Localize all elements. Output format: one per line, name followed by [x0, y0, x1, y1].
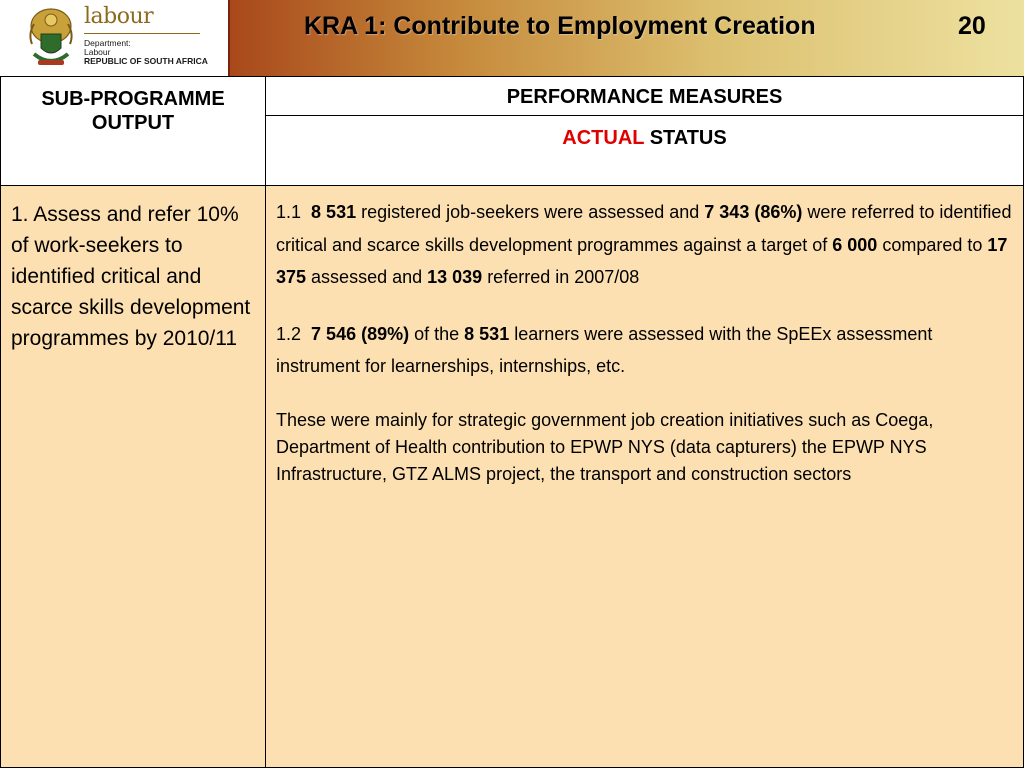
actual-status-cell — [266, 186, 1024, 768]
value-referred-2007: 13 039 — [427, 267, 483, 287]
col-header-sub-programme-output: SUB-PROGRAMME OUTPUT — [1, 77, 266, 186]
logo-line-department: Department: — [84, 38, 131, 48]
logo-wordmark: labour — [84, 4, 154, 29]
logo-line-labour: Labour — [84, 47, 111, 57]
status-label: STATUS — [649, 127, 727, 149]
kra-table — [0, 76, 1024, 768]
logo-divider — [84, 33, 200, 34]
value-target: 6 000 — [832, 234, 878, 255]
measure-1-2-text-a: of the — [409, 323, 465, 344]
value-assessed: 8 531 — [311, 202, 357, 222]
value-learners: 8 531 — [464, 323, 510, 344]
sub-programme-output-cell: 1. Assess and refer 10% of work-seekers to identified critical and scarce skills development programmes by 2010/11 — [1, 186, 266, 768]
measure-1-1 — [276, 196, 1013, 294]
subheader-actual-status — [266, 116, 1024, 186]
measure-1-2-number: 1.2 — [276, 323, 302, 344]
col-header-performance-measures: PERFORMANCE MEASURES — [266, 77, 1024, 116]
table-row — [1, 186, 1024, 768]
value-speex-assessed: 7 546 (89%) — [311, 323, 410, 344]
slide-title: KRA 1: Contribute to Employment Creation — [304, 12, 816, 40]
header-row — [1, 77, 1024, 116]
logo-line-country: REPUBLIC OF SOUTH AFRICA — [84, 56, 208, 66]
measure-1-2 — [276, 318, 1013, 383]
page-number: 20 — [958, 12, 986, 40]
measure-1-1-text-c: compared to — [877, 234, 988, 255]
department-logo — [0, 0, 230, 76]
measure-1-1-text-d: assessed and — [306, 267, 428, 287]
actual-label: ACTUAL — [562, 127, 645, 149]
measure-1-1-text-b: were referred to identified critical and scarce skills development programmes against a target of — [276, 202, 1012, 255]
coat-of-arms-icon — [24, 4, 78, 70]
value-assessed-2007: 17 375 — [276, 234, 1008, 287]
header-banner — [0, 0, 1024, 76]
value-referred: 7 343 (86%) — [704, 202, 803, 222]
measure-1-2-text-b: learners were assessed with the SpEEx assessment instrument for learnerships, internships, etc. — [276, 323, 933, 376]
measure-1-1-number: 1.1 — [276, 202, 302, 222]
initiatives-note: These were mainly for strategic government job creation initiatives such as Coega, Department of Health contribution to EPWP NYS (data capturers) the EPWP NYS Infrastructure, GTZ ALMS project, the transport and construction sectors — [276, 409, 934, 484]
measure-1-1-text-e: referred in 2007/08 — [482, 267, 640, 287]
measure-1-1-text-a: registered job-seekers were assessed and — [356, 202, 705, 222]
